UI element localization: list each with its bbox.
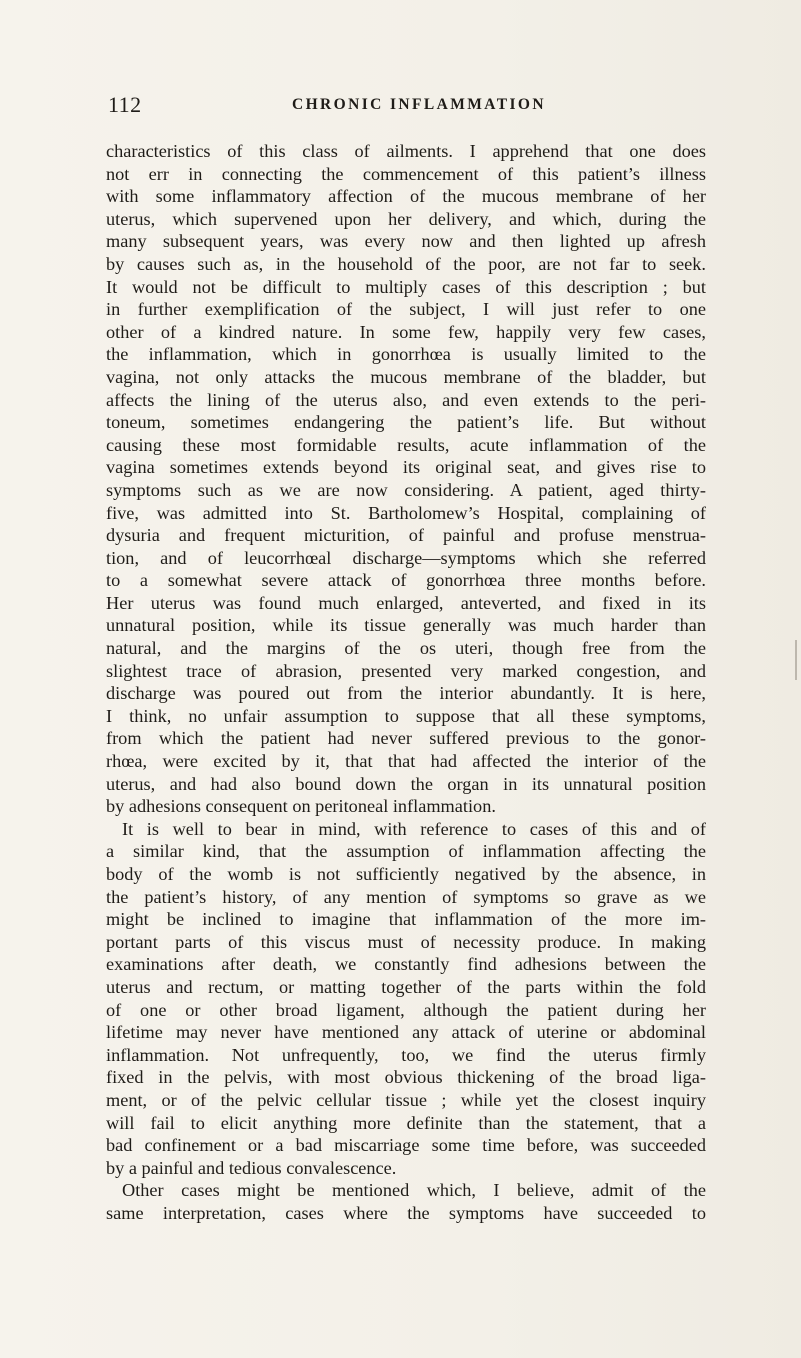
page-number: 112 [108, 92, 142, 117]
page-header [0, 92, 801, 118]
text-line: the patient’s history, of any mention of symptoms so grave as we [106, 886, 706, 907]
text-line: portant parts of this viscus must of necessity produce. In making [106, 931, 706, 952]
text-line: It is well to bear in mind, with reference to cases of this and of [122, 818, 706, 839]
text-line: It would not be difficult to multiply cases of this description ; but [106, 276, 706, 297]
text-line: many subsequent years, was every now and then lighted up afresh [106, 231, 706, 252]
text-line: in further exemplification of the subject, I will just refer to one [106, 299, 706, 320]
text-line: inflammation. Not unfrequently, too, we find the uterus firmly [106, 1044, 706, 1065]
text-line: vagina, not only attacks the mucous membrane of the bladder, but [106, 366, 706, 387]
text-line: vagina sometimes extends beyond its original seat, and gives rise to [106, 457, 706, 478]
text-line: from which the patient had never suffered previous to the gonor- [106, 728, 706, 749]
text-line: dysuria and frequent micturition, of painful and profuse menstrua- [106, 525, 706, 546]
text-line: toneum, sometimes endangering the patient’s life. But without [106, 412, 706, 433]
text-line: discharge was poured out from the interior abundantly. It is here, [106, 683, 706, 704]
text-line: tion, and of leucorrhœal discharge—symptoms which she referred [106, 547, 706, 568]
text-line: Her uterus was found much enlarged, anteverted, and fixed in its [106, 592, 706, 613]
body-text [106, 140, 706, 1225]
text-line: to a somewhat severe attack of gonorrhœa three months before. [106, 570, 706, 591]
text-line: five, was admitted into St. Bartholomew’s Hospital, complaining of [106, 502, 706, 523]
page-edge-mark [795, 640, 797, 680]
text-line: affects the lining of the uterus also, and even extends to the peri- [106, 389, 706, 410]
text-line: will fail to elicit anything more definite than the statement, that a [106, 1112, 706, 1133]
text-line: characteristics of this class of ailments. I apprehend that one does [106, 141, 706, 161]
text-line: by adhesions consequent on peritoneal inflammation. [106, 796, 496, 817]
running-title: CHRONIC INFLAMMATION [292, 96, 546, 113]
text-line: of one or other broad ligament, although the patient during her [106, 999, 706, 1020]
text-line: I think, no unfair assumption to suppose that all these symptoms, [106, 705, 706, 726]
text-line: might be inclined to imagine that inflammation of the more im- [106, 909, 706, 930]
text-line: symptoms such as we are now considering. A patient, aged thirty- [106, 479, 706, 500]
text-line: uterus and rectum, or matting together of the parts within the fold [106, 976, 706, 997]
text-line: fixed in the pelvis, with most obvious thickening of the broad liga- [106, 1067, 706, 1088]
text-line: bad confinement or a bad miscarriage some time before, was succeeded [106, 1135, 706, 1156]
text-line: the inflammation, which in gonorrhœa is usually limited to the [106, 344, 706, 365]
text-line: examinations after death, we constantly find adhesions between the [106, 954, 706, 975]
text-line: slightest trace of abrasion, presented very marked congestion, and [106, 660, 706, 681]
text-line: lifetime may never have mentioned any attack of uterine or abdominal [106, 1022, 706, 1043]
text-line: natural, and the margins of the os uteri, though free from the [106, 638, 706, 659]
text-line: uterus, which supervened upon her delivery, and which, during the [106, 208, 706, 229]
text-line: rhœa, were excited by it, that that had affected the interior of the [106, 751, 706, 772]
text-line: body of the womb is not sufficiently negatived by the absence, in [106, 864, 706, 884]
text-line: by causes such as, in the household of the poor, are not far to seek. [106, 253, 706, 274]
text-line: uterus, and had also bound down the organ in its unnatural position [106, 773, 706, 794]
text-line: causing these most formidable results, acute inflammation of the [106, 434, 706, 455]
text-line: unnatural position, while its tissue generally was much harder than [106, 615, 706, 636]
text-line: other of a kindred nature. In some few, happily very few cases, [106, 321, 706, 342]
text-line: Other cases might be mentioned which, I believe, admit of the [122, 1180, 706, 1201]
text-line: with some inflammatory affection of the mucous membrane of her [106, 186, 706, 207]
text-line: same interpretation, cases where the symptoms have succeeded to [106, 1202, 706, 1223]
text-line: by a painful and tedious convalescence. [106, 1157, 397, 1178]
text-line: not err in connecting the commencement of this patient’s illness [106, 163, 706, 184]
text-line: a similar kind, that the assumption of inflammation affecting the [106, 841, 706, 862]
text-line: ment, or of the pelvic cellular tissue ; while yet the closest inquiry [106, 1089, 706, 1110]
